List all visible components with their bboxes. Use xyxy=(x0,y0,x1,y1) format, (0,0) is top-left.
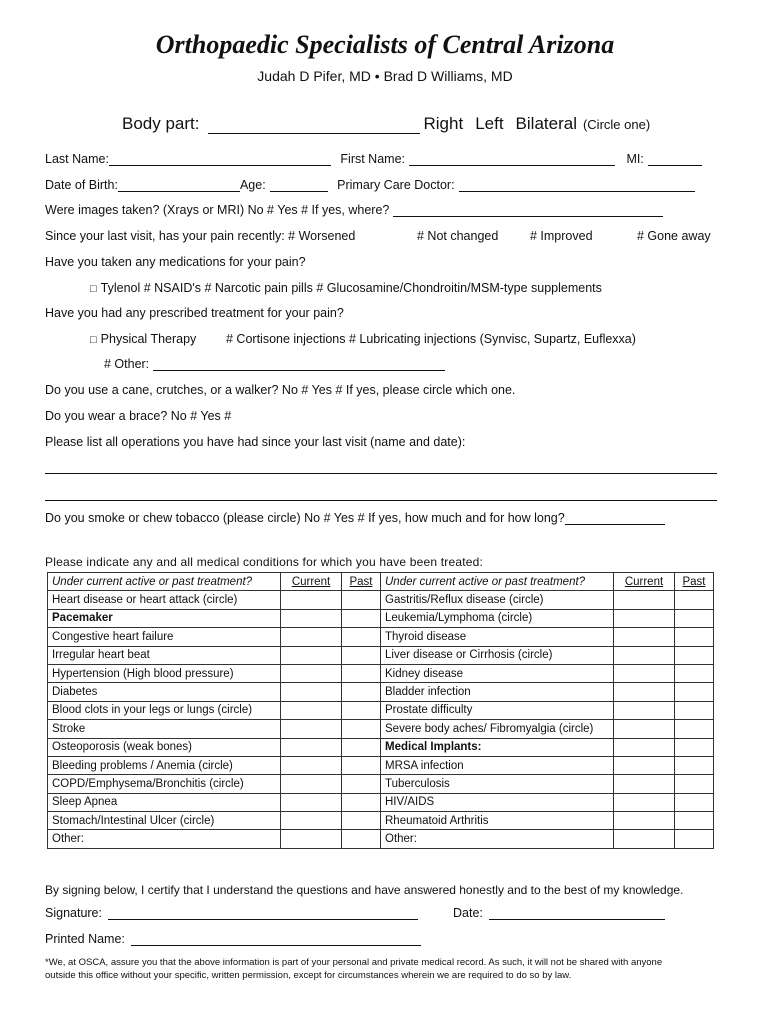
current-cell-left[interactable] xyxy=(281,756,342,774)
past-cell-left[interactable] xyxy=(342,738,381,756)
condition-row xyxy=(48,812,714,830)
condition-name-left: Diabetes xyxy=(48,683,281,701)
header-past-right: Past xyxy=(675,573,714,591)
physicians-subtitle: Judah D Pifer, MD • Brad D Williams, MD xyxy=(257,68,513,84)
past-cell-right[interactable] xyxy=(675,812,714,830)
condition-name-right: Tuberculosis xyxy=(381,775,614,793)
current-cell-right[interactable] xyxy=(614,591,675,609)
condition-name-right: Kidney disease xyxy=(381,664,614,682)
condition-row xyxy=(48,646,714,664)
condition-name-left: Irregular heart beat xyxy=(48,646,281,664)
current-cell-left[interactable] xyxy=(281,664,342,682)
certify-statement: By signing below, I certify that I understand the questions and have answered honestly and to the best of my knowledge. xyxy=(45,883,684,897)
pain-not-changed[interactable]: # Not changed xyxy=(417,229,499,243)
signature-label: Signature: xyxy=(45,906,102,920)
condition-name-left: Bleeding problems / Anemia (circle) xyxy=(48,756,281,774)
header-label-left: Under current active or past treatment? xyxy=(48,573,281,591)
condition-row xyxy=(48,628,714,646)
signature-row xyxy=(45,906,418,920)
condition-name-left: Sleep Apnea xyxy=(48,793,281,811)
past-cell-left[interactable] xyxy=(342,701,381,719)
current-cell-left[interactable] xyxy=(281,683,342,701)
past-cell-left[interactable] xyxy=(342,646,381,664)
past-cell-right[interactable] xyxy=(675,775,714,793)
condition-name-right: Bladder infection xyxy=(381,683,614,701)
current-cell-left[interactable] xyxy=(281,646,342,664)
pain-improved[interactable]: # Improved xyxy=(530,229,593,243)
past-cell-left[interactable] xyxy=(342,591,381,609)
signature-field[interactable] xyxy=(108,907,418,920)
date-label: Date: xyxy=(453,906,483,920)
body-part-row xyxy=(122,114,650,134)
current-cell-left[interactable] xyxy=(281,738,342,756)
current-cell-right[interactable] xyxy=(614,683,675,701)
condition-row xyxy=(48,664,714,682)
condition-name-right: Prostate difficulty xyxy=(381,701,614,719)
date-field[interactable] xyxy=(489,907,665,920)
tobacco-field[interactable] xyxy=(565,512,665,525)
current-cell-right[interactable] xyxy=(614,646,675,664)
age-label: Age: xyxy=(239,178,266,192)
body-part-left[interactable]: Left xyxy=(475,114,504,133)
name-row xyxy=(45,152,702,166)
disclaimer-line-2: outside this office without your specific, written permission, except for circumstances wherein we are required to do so by law. xyxy=(45,970,572,981)
treatment-pt-label: Physical Therapy xyxy=(100,332,197,346)
header-current-left: Current xyxy=(281,573,342,591)
medication-options[interactable] xyxy=(90,281,602,295)
current-cell-right[interactable] xyxy=(614,830,675,848)
past-cell-right[interactable] xyxy=(675,664,714,682)
condition-name-left: Other: xyxy=(48,830,281,848)
condition-name-right: Thyroid disease xyxy=(381,628,614,646)
past-cell-right[interactable] xyxy=(675,701,714,719)
current-cell-right[interactable] xyxy=(614,775,675,793)
current-cell-left[interactable] xyxy=(281,775,342,793)
past-cell-left[interactable] xyxy=(342,609,381,627)
mi-label: MI: xyxy=(626,152,644,166)
condition-row xyxy=(48,738,714,756)
checkbox-icon[interactable]: □ xyxy=(90,334,97,346)
past-cell-left[interactable] xyxy=(342,664,381,682)
condition-name-left: Pacemaker xyxy=(48,609,281,627)
current-cell-left[interactable] xyxy=(281,609,342,627)
current-cell-left[interactable] xyxy=(281,701,342,719)
condition-row xyxy=(48,720,714,738)
pcp-label: Primary Care Doctor: xyxy=(337,178,455,192)
condition-row xyxy=(48,756,714,774)
body-part-right[interactable]: Right xyxy=(423,114,464,133)
current-cell-right[interactable] xyxy=(614,738,675,756)
condition-row xyxy=(48,793,714,811)
current-cell-right[interactable] xyxy=(614,756,675,774)
current-cell-left[interactable] xyxy=(281,793,342,811)
conditions-intro: Please indicate any and all medical conditions for which you have been treated: xyxy=(45,555,484,569)
age-field[interactable] xyxy=(270,179,328,192)
past-cell-left[interactable] xyxy=(342,812,381,830)
past-cell-left[interactable] xyxy=(342,756,381,774)
first-name-field[interactable] xyxy=(409,153,615,166)
condition-row xyxy=(48,609,714,627)
condition-name-right: Rheumatoid Arthritis xyxy=(381,812,614,830)
header-past-left: Past xyxy=(342,573,381,591)
condition-name-right: Liver disease or Cirrhosis (circle) xyxy=(381,646,614,664)
condition-name-right: Gastritis/Reflux disease (circle) xyxy=(381,591,614,609)
medication-options-text: Tylenol # NSAID's # Narcotic pain pills # Glucosamine/Chondroitin/MSM-type supplements xyxy=(100,281,602,295)
printed-name-field[interactable] xyxy=(131,933,421,946)
past-cell-left[interactable] xyxy=(342,683,381,701)
condition-name-right: Other: xyxy=(381,830,614,848)
past-cell-left[interactable] xyxy=(342,775,381,793)
current-cell-left[interactable] xyxy=(281,628,342,646)
images-row xyxy=(45,203,663,217)
current-cell-right[interactable] xyxy=(614,628,675,646)
condition-name-left: Stroke xyxy=(48,720,281,738)
past-cell-right[interactable] xyxy=(675,720,714,738)
current-cell-right[interactable] xyxy=(614,609,675,627)
current-cell-right[interactable] xyxy=(614,812,675,830)
treatment-other-row xyxy=(104,357,445,371)
past-cell-right[interactable] xyxy=(675,628,714,646)
mi-field[interactable] xyxy=(648,153,702,166)
body-part-bilateral[interactable]: Bilateral xyxy=(515,114,577,133)
images-question: Were images taken? (Xrays or MRI) No # Yes # If yes, where? xyxy=(45,203,390,217)
past-cell-right[interactable] xyxy=(675,591,714,609)
condition-row xyxy=(48,683,714,701)
cane-question[interactable]: Do you use a cane, crutches, or a walker? No # Yes # If yes, please circle which one. xyxy=(45,383,516,397)
privacy-disclaimer xyxy=(45,956,662,982)
last-name-label: Last Name: xyxy=(45,152,109,166)
printed-name-row xyxy=(45,932,421,946)
past-cell-left[interactable] xyxy=(342,628,381,646)
condition-row xyxy=(48,830,714,848)
treatment-question: Have you had any prescribed treatment for your pain? xyxy=(45,306,344,320)
pain-gone-away[interactable]: # Gone away xyxy=(637,229,711,243)
current-cell-right[interactable] xyxy=(614,664,675,682)
checkbox-icon[interactable]: □ xyxy=(90,283,97,295)
past-cell-right[interactable] xyxy=(675,646,714,664)
conditions-header-row xyxy=(48,573,714,591)
condition-name-right: Severe body aches/ Fibromyalgia (circle) xyxy=(381,720,614,738)
past-cell-left[interactable] xyxy=(342,830,381,848)
condition-name-right: Leukemia/Lymphoma (circle) xyxy=(381,609,614,627)
condition-name-left: Congestive heart failure xyxy=(48,628,281,646)
date-row xyxy=(453,906,665,920)
condition-name-right: MRSA infection xyxy=(381,756,614,774)
header-current-right: Current xyxy=(614,573,675,591)
body-part-label: Body part: xyxy=(122,114,200,133)
past-cell-left[interactable] xyxy=(342,720,381,738)
printed-name-label: Printed Name: xyxy=(45,932,125,946)
past-cell-right[interactable] xyxy=(675,793,714,811)
operations-question: Please list all operations you have had since your last visit (name and date): xyxy=(45,435,466,449)
current-cell-right[interactable] xyxy=(614,720,675,738)
condition-row xyxy=(48,591,714,609)
condition-name-left: Blood clots in your legs or lungs (circle) xyxy=(48,701,281,719)
condition-row xyxy=(48,701,714,719)
condition-name-right: Medical Implants: xyxy=(381,738,614,756)
treatment-pt[interactable] xyxy=(90,332,196,346)
condition-name-left: COPD/Emphysema/Bronchitis (circle) xyxy=(48,775,281,793)
clinic-title: Orthopaedic Specialists of Central Arizona xyxy=(155,30,615,59)
current-cell-left[interactable] xyxy=(281,812,342,830)
current-cell-right[interactable] xyxy=(614,701,675,719)
condition-name-right: HIV/AIDS xyxy=(381,793,614,811)
conditions-table xyxy=(47,572,714,849)
condition-name-left: Heart disease or heart attack (circle) xyxy=(48,591,281,609)
pcp-field[interactable] xyxy=(459,179,695,192)
first-name-label: First Name: xyxy=(340,152,405,166)
condition-name-left: Osteoporosis (weak bones) xyxy=(48,738,281,756)
condition-row xyxy=(48,775,714,793)
past-cell-right[interactable] xyxy=(675,738,714,756)
operations-line-2[interactable] xyxy=(45,500,717,501)
past-cell-right[interactable] xyxy=(675,609,714,627)
condition-name-left: Stomach/Intestinal Ulcer (circle) xyxy=(48,812,281,830)
pain-question[interactable]: Since your last visit, has your pain recently: # Worsened xyxy=(45,229,356,243)
condition-name-left: Hypertension (High blood pressure) xyxy=(48,664,281,682)
pain-row xyxy=(45,229,355,243)
dob-row xyxy=(45,178,695,192)
treatment-options[interactable]: # Cortisone injections # Lubricating injections (Synvisc, Supartz, Euflexxa) xyxy=(226,332,636,346)
tobacco-row xyxy=(45,511,665,525)
current-cell-right[interactable] xyxy=(614,793,675,811)
last-name-field[interactable] xyxy=(109,153,331,166)
past-cell-right[interactable] xyxy=(675,683,714,701)
past-cell-right[interactable] xyxy=(675,756,714,774)
past-cell-right[interactable] xyxy=(675,830,714,848)
tobacco-question[interactable]: Do you smoke or chew tobacco (please circle) No # Yes # If yes, how much and for how long? xyxy=(45,511,565,525)
body-part-note: (Circle one) xyxy=(582,117,651,132)
brace-question[interactable]: Do you wear a brace? No # Yes # xyxy=(45,409,232,423)
treatment-other-field[interactable] xyxy=(153,358,445,371)
current-cell-left[interactable] xyxy=(281,830,342,848)
treatment-other-label: # Other: xyxy=(104,357,150,371)
dob-field[interactable] xyxy=(118,179,240,192)
medications-question: Have you taken any medications for your pain? xyxy=(45,255,306,269)
body-part-field[interactable] xyxy=(208,117,420,134)
images-where-field[interactable] xyxy=(393,204,663,217)
current-cell-left[interactable] xyxy=(281,591,342,609)
current-cell-left[interactable] xyxy=(281,720,342,738)
past-cell-left[interactable] xyxy=(342,793,381,811)
header-label-right: Under current active or past treatment? xyxy=(381,573,614,591)
operations-line-1[interactable] xyxy=(45,473,717,474)
dob-label: Date of Birth: xyxy=(45,178,118,192)
disclaimer-line-1: *We, at OSCA, assure you that the above information is part of your personal and private medical record. As such, it will not be shared with anyone xyxy=(45,957,663,968)
